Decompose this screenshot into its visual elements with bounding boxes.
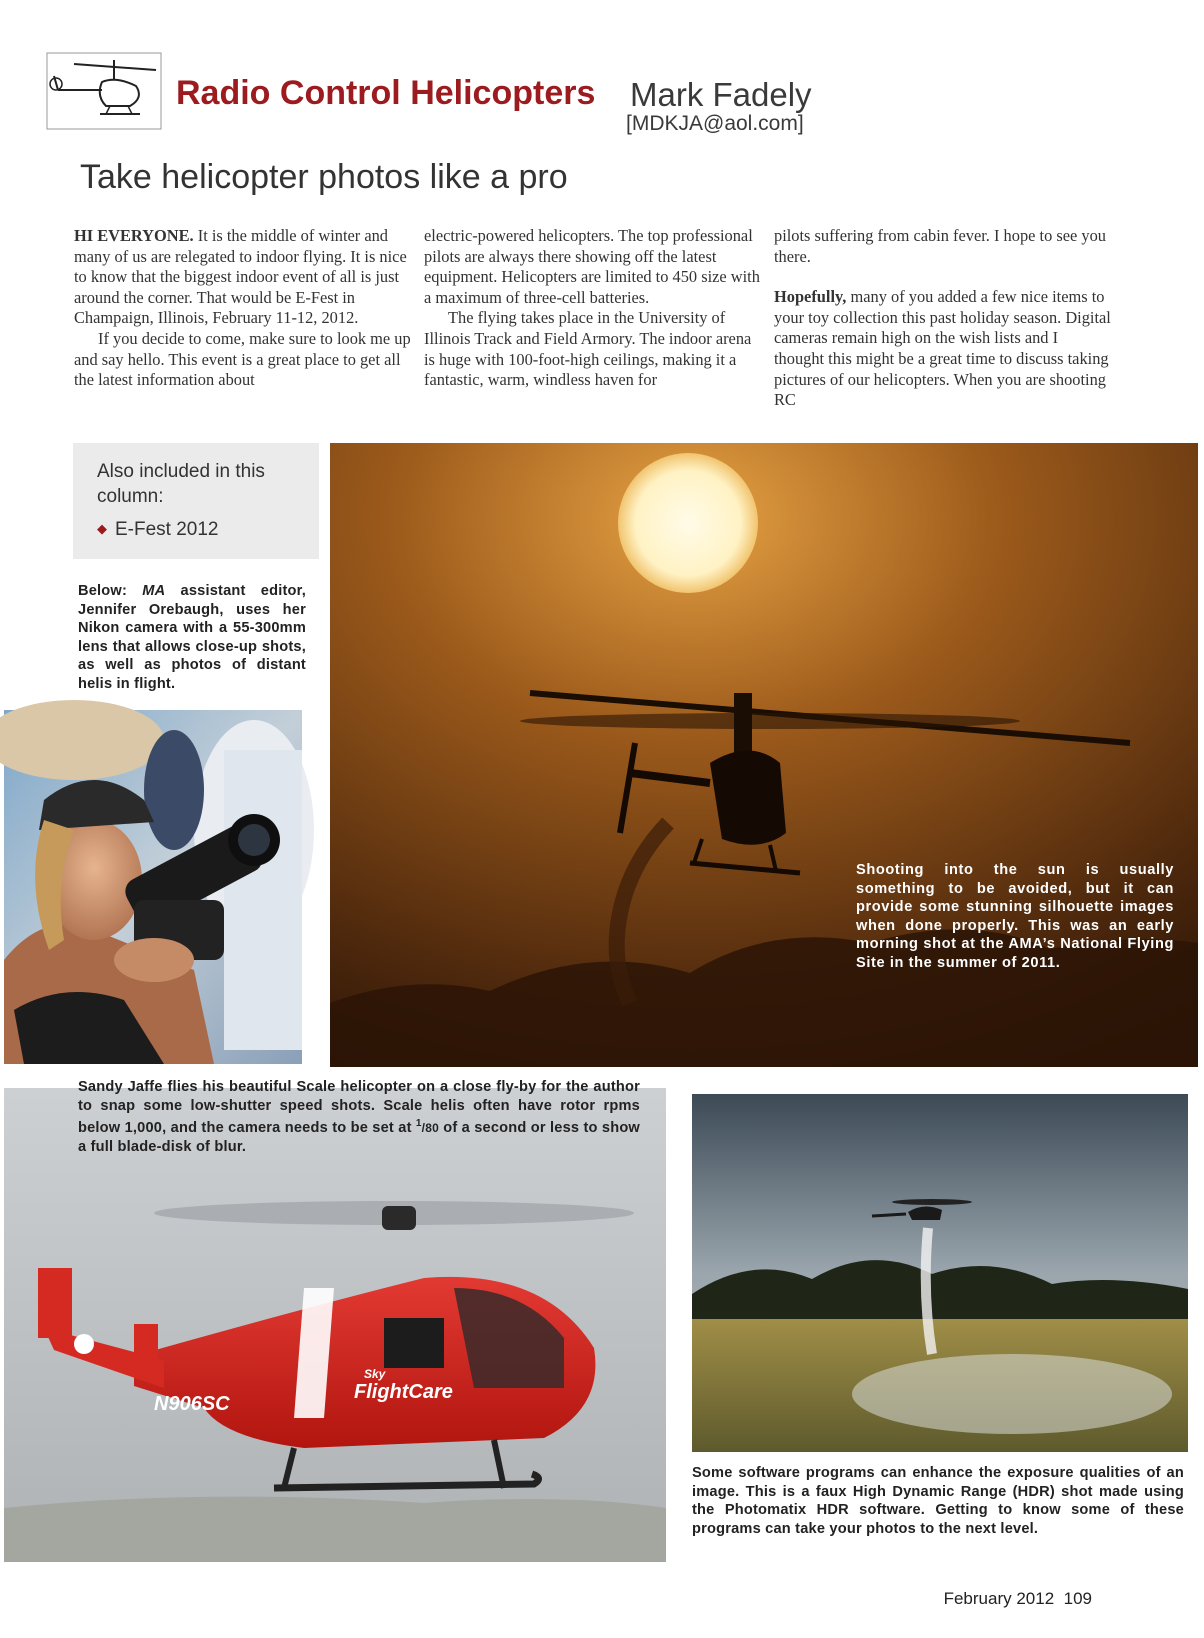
- brand-small-marking: Sky: [364, 1367, 386, 1381]
- page-footer: [944, 1589, 1092, 1609]
- paragraph: pilots suffering from cabin fever. I hope to see you there.: [774, 226, 1106, 266]
- article-headline: Take helicopter photos like a pro: [80, 158, 568, 196]
- helicopter-logo: [44, 50, 164, 132]
- caption-hdr: Some software programs can enhance the exposure qualities of an image. This is a faux High Dynamic Range (HDR) shot made using the Photomatix HDR software. Getting to know some of these programs can take your photos to the next level.: [692, 1465, 1184, 1537]
- registration-marking: N906SC: [154, 1393, 230, 1415]
- body-column-1: [74, 226, 412, 391]
- paragraph: The flying takes place in the University of Illinois Track and Field Armory. The indoor arena is huge with 100-foot-high ceilings, making it a fantastic, warm, windless haven for: [424, 308, 752, 390]
- column-title: Radio Control Helicopters: [176, 74, 596, 112]
- body-column-3: [774, 226, 1112, 411]
- lead-in: HI EVERYONE.: [74, 226, 194, 245]
- photo-scale-helicopter: [4, 1079, 666, 1562]
- photo-sunset-helicopter: [330, 443, 1198, 1067]
- issue-date: February 2012: [943, 1589, 1055, 1608]
- author-email: [MDKJA@aol.com]: [626, 112, 804, 135]
- sidebar-item-label: E-Fest 2012: [115, 519, 219, 540]
- paragraph: If you decide to come, make sure to look me up and say hello. This event is a great place to get all the latest information about: [74, 328, 411, 390]
- caption-photographer: Below: MA assistant editor, Jennifer Orebaugh, uses her Nikon camera with a 55-300mm lens that allows close-up shots, as well as photos of distant helis in flight.: [78, 583, 306, 692]
- paragraph: electric-powered helicopters. The top professional pilots are always there showing off the latest equipment. Helicopters are limited to 450 size with a maximum of three-cell batteries.: [424, 226, 760, 307]
- paragraph: many of you added a few nice items to your toy collection this past holiday season. Digital cameras remain high on the wish lists and I thought this might be a great time to discuss taking pictures of our helicopters. When you are shooting RC: [774, 287, 1111, 410]
- brand-marking: FlightCare: [354, 1381, 453, 1403]
- author-name: Mark Fadely: [630, 76, 812, 113]
- diamond-bullet-icon: ◆: [97, 521, 107, 536]
- caption-sunset: Shooting into the sun is usually something to be avoided, but it can provide some stunning silhouette images when done properly. This was an early morning shot at the AMA’s National Flying Site in the summer of 2011.: [856, 862, 1174, 971]
- caption-scale: Sandy Jaffe flies his beautiful Scale helicopter on a close fly-by for the author to snap some low-shutter speed shots. Scale helis often have rotor rpms below 1,000, and the camera needs to be set at $^1$/80 of a second or less to show a full blade-disk of blur.: [78, 1079, 640, 1155]
- sidebar-box: [73, 443, 319, 559]
- photo-hdr: [692, 1094, 1188, 1452]
- body-column-2: [424, 226, 762, 391]
- sidebar-item: [97, 519, 219, 541]
- sidebar-heading: Also included in this column:: [97, 461, 265, 507]
- page-number: 109: [1063, 1589, 1092, 1608]
- paragraph: It is the middle of winter and many of us are relegated to indoor flying. It is nice to know that the biggest indoor event of all is just around the corner. That would be E-Fest in Champaign, Illinois, February 11-12, 2012.: [74, 226, 407, 328]
- photo-photographer: [4, 710, 302, 1064]
- lead-in: Hopefully,: [774, 287, 847, 307]
